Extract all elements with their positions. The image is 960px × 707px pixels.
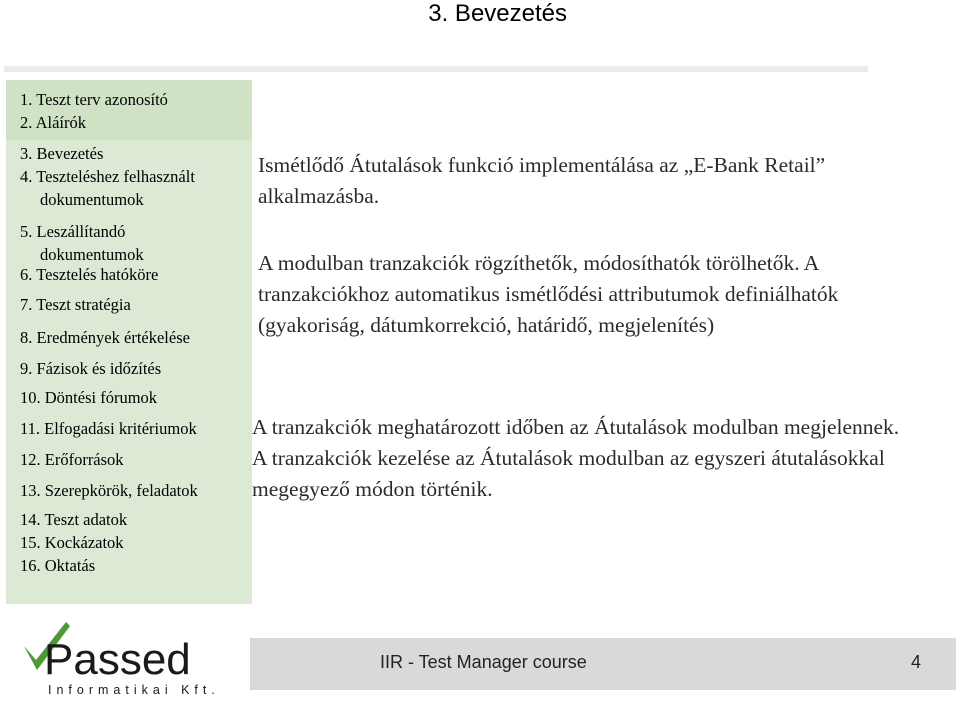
sidebar-item-teszt-strategia[interactable]: 7. Teszt stratégia	[20, 295, 131, 314]
sidebar-item-bevezetes[interactable]: 3. Bevezetés	[20, 144, 104, 163]
sidebar-item-fazisok-es-idozites[interactable]: 9. Fázisok és időzítés	[20, 359, 162, 378]
sidebar-item-eroforrasok[interactable]: 12. Erőforrások	[20, 450, 124, 469]
sidebar-item-elfogadasi-kriteriumok[interactable]: 11. Elfogadási kritériumok	[20, 419, 197, 438]
title-divider	[4, 66, 868, 72]
logo-word: Passed	[44, 635, 191, 684]
passed-logo-graphic	[22, 620, 244, 700]
slide-title: 3. Bevezetés	[428, 0, 567, 27]
paragraph-intro: Ismétlődő Átutalások funkció implementálása az „E-Bank Retail” alkalmazásba.	[258, 153, 826, 208]
sidebar-item-teszteleshez-felhasznalt-cont[interactable]: dokumentumok	[40, 190, 144, 209]
sidebar-item-teszteles-hatokore[interactable]: 6. Tesztelés hatóköre	[20, 265, 159, 284]
sidebar-item-oktatas[interactable]: 16. Oktatás	[20, 556, 96, 575]
sidebar-item-teszteleshez-felhasznalt[interactable]: 4. Teszteléshez felhasznált	[20, 167, 195, 186]
paragraph-transactions: A tranzakciók meghatározott időben az Átutalások modulban megjelennek. A tranzakciók kezelése az Átutalások modulban az egyszeri átutalásokkal megegyező módon történik.	[252, 415, 900, 501]
sidebar-item-eredmenyek-ertekelese[interactable]: 8. Eredmények értékelése	[20, 328, 190, 347]
sidebar-item-dontesi-forumok[interactable]: 10. Döntési fórumok	[20, 388, 158, 407]
paragraph-module: A modulban tranzakciók rögzíthetők, módosíthatók törölhetők. A tranzakciókhoz automatikus ismétlődési attributumok definiálhatók (gyakoriság, dátumkorrekció, határidő, megjelenítés)	[258, 251, 839, 337]
sidebar-item-leszallitando[interactable]: 5. Leszállítandó	[20, 222, 126, 241]
sidebar-item-teszt-adatok[interactable]: 14. Teszt adatok	[20, 510, 128, 529]
company-logo	[22, 620, 244, 700]
sidebar-item-szerepkorok-feladatok[interactable]: 13. Szerepkörök, feladatok	[20, 481, 198, 500]
sidebar-nav	[6, 80, 252, 604]
sidebar-item-alairok[interactable]: 2. Aláírók	[20, 113, 86, 132]
logo-subtitle: Informatikai Kft.	[48, 683, 220, 697]
sidebar-item-kockazatok[interactable]: 15. Kockázatok	[20, 533, 124, 552]
sidebar-item-leszallitando-cont[interactable]: dokumentumok	[40, 245, 144, 264]
page-number: 4	[911, 652, 922, 672]
footer-bar	[250, 638, 956, 690]
sidebar-item-teszt-terv-azonosito[interactable]: 1. Teszt terv azonosító	[20, 90, 168, 109]
footer-course-name: IIR - Test Manager course	[380, 652, 587, 672]
